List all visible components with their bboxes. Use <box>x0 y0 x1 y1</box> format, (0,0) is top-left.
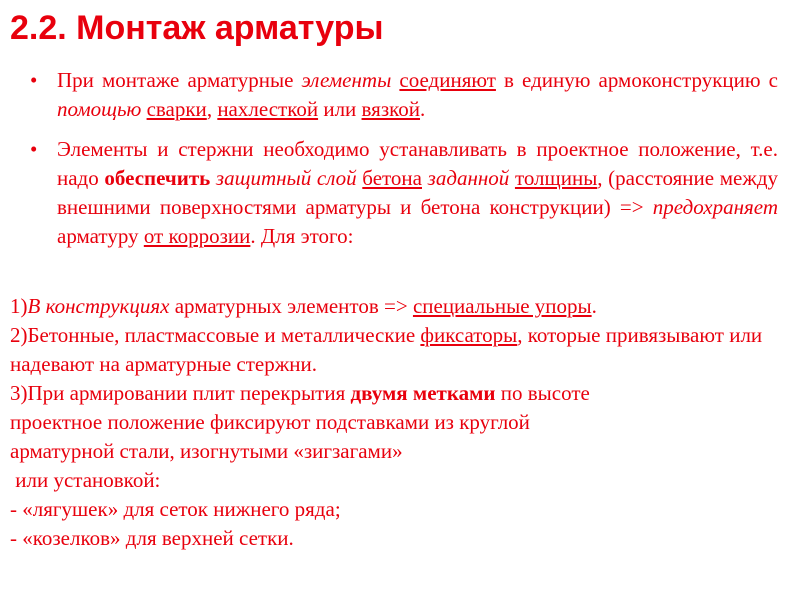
bullet-text-joining: При монтаже арматурные элементы соединяют в единую армоконструкцию с помощью сварки, нахлесткой или вязкой. <box>57 68 778 121</box>
slide-title: 2.2. Монтаж арматуры <box>10 9 384 47</box>
bullet-item-joining <box>30 66 778 124</box>
list-item-slabs <box>10 379 785 553</box>
bullet-item-positioning <box>30 135 778 251</box>
bullet-marker: • <box>30 137 38 161</box>
list-item-slabs-line6: - «козелков» для верхней сетки. <box>10 526 294 550</box>
list-item-stops: 1)В конструкциях арматурных элементов => специальные упоры. <box>10 294 597 318</box>
list-item-slabs-line5: - «лягушек» для сеток нижнего ряда; <box>10 497 341 521</box>
list-item-slabs-line4: или установкой: <box>10 468 161 492</box>
list-item-slabs-line1: 3)При армировании плит перекрытия двумя метками по высоте <box>10 381 590 405</box>
bullet-marker: • <box>30 68 38 92</box>
list-item-slabs-line2: проектное положение фиксируют подставками из круглой <box>10 410 530 434</box>
bullet-text-positioning: Элементы и стержни необходимо устанавливать в проектное положение, т.е. надо обеспечить защитный слой бетона заданной толщины, (расстояние между внешними поверхностями арматуры и бетона конструкции) => предохраняет арматуру от коррозии. Для этого: <box>57 137 779 248</box>
numbered-list <box>10 292 785 553</box>
list-item-slabs-line3: арматурной стали, изогнутыми «зигзагами» <box>10 439 403 463</box>
list-item-fixators: 2)Бетонные, пластмассовые и металлические фиксаторы, которые привязывают или надевают на арматурные стержни. <box>10 323 763 376</box>
